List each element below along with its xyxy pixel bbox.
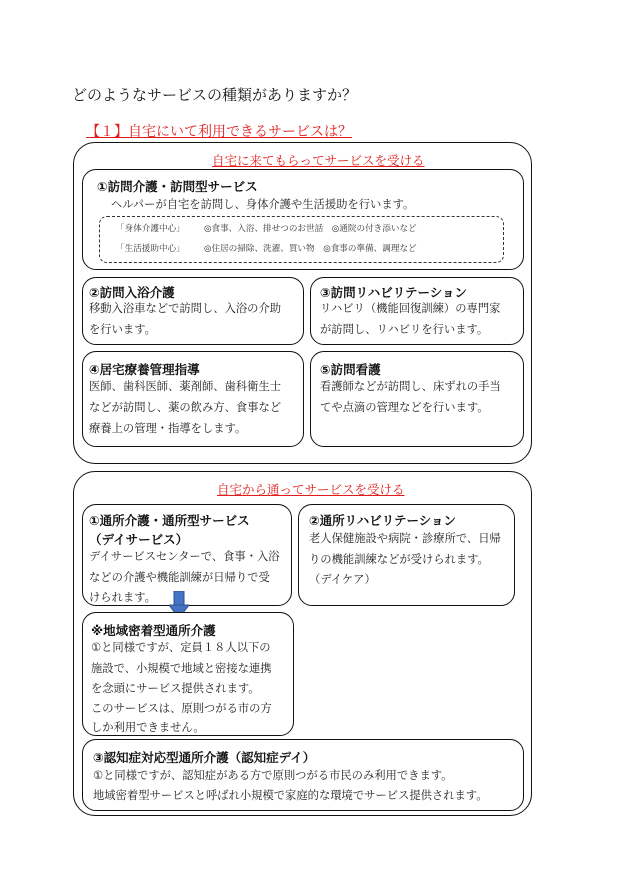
service-desc-line: を行います。: [89, 323, 156, 336]
examples-box: [99, 216, 504, 263]
service-desc-line: が訪問し、リハビリを行います。: [320, 323, 489, 336]
service-dementia-day-care: [82, 739, 524, 811]
service-desc-line: 医師、歯科医師、薬剤師、歯科衛生士: [89, 380, 282, 393]
service-day-rehab: [298, 504, 515, 606]
service-desc-line: を念頭にサービス提供されます。: [91, 682, 260, 695]
service-title: ①通所介護・通所型サービス: [89, 513, 250, 528]
example-text: ◎住居の掃除、洗濯、買い物 ◎食事の準備、調理など: [204, 244, 417, 254]
service-title: ※地域密着型通所介護: [91, 623, 216, 638]
section-title: 【１】自宅にいて利用できるサービスは？: [86, 124, 352, 140]
home-services-header: 自宅に来てもらってサービスを受ける: [212, 153, 425, 168]
service-desc: ヘルパーが自宅を訪問し、身体介護や生活援助を行います。: [111, 198, 415, 211]
service-desc-line: 施設で、小規模で地域と密接な連携: [91, 662, 272, 675]
service-desc-line: 療養上の管理・指導をします。: [89, 422, 247, 435]
example-body-care: [116, 220, 417, 238]
service-desc-line: などが訪問し、薬の飲み方、食事など: [89, 401, 282, 414]
example-label: 「生活援助中心」: [116, 244, 185, 254]
service-desc-line: てや点滴の管理などを行います。: [320, 401, 489, 414]
service-desc-line: けられます。: [89, 591, 156, 604]
service-home-nursing: [310, 351, 524, 447]
service-home-care: [82, 169, 524, 270]
example-text: ◎食事、入浴、排せつのお世話 ◎通院の付き添いなど: [204, 224, 417, 234]
service-home-rehab: [310, 277, 524, 345]
service-title-sub: （デイサービス）: [89, 532, 189, 547]
service-home-bathing: [82, 277, 304, 345]
service-desc-line: （デイケア）: [309, 573, 376, 586]
service-title: ⑤訪問看護: [320, 362, 381, 377]
service-title: ③認知症対応型通所介護（認知症デイ）: [93, 750, 316, 765]
example-life-support: [116, 240, 417, 258]
service-home-medical-guidance: [82, 351, 304, 447]
service-title: ④居宅療養管理指導: [89, 362, 200, 377]
service-desc-line: ①と同様ですが、定員１８人以下の: [91, 641, 271, 654]
service-local-day-care: [82, 612, 294, 736]
service-title: ②通所リハビリテーション: [309, 513, 456, 528]
commute-services-header: 自宅から通ってサービスを受ける: [217, 482, 405, 497]
service-desc-line: 看護師などが訪問し、床ずれの手当: [320, 380, 501, 393]
service-desc-line: デイサービスセンターで、食事・入浴: [89, 550, 280, 563]
service-desc-line: 地域密着型サービスと呼ばれ小規模で家庭的な環境でサービス提供されます。: [93, 789, 488, 802]
service-desc-line: リハビリ（機能回復訓練）の専門家: [320, 302, 501, 315]
service-desc-line: 老人保健施設や病院・診療所で、日帰: [309, 532, 501, 545]
service-desc-line: ①と同様ですが、認知症がある方で原則つがる市民のみ利用できます。: [93, 769, 453, 782]
service-title: ②訪問入浴介護: [89, 285, 175, 300]
service-desc-line: しか利用できません。: [91, 721, 205, 734]
service-title: ①訪問介護・訪問型サービス: [97, 179, 258, 194]
page-question: どのようなサービスの種類がありますか？: [72, 86, 358, 104]
service-desc-line: りの機能訓練などが受けられます。: [309, 553, 489, 566]
service-title: ③訪問リハビリテーション: [320, 285, 467, 300]
service-desc-line: 移動入浴車などで訪問し、入浴の介助: [89, 302, 282, 315]
example-label: 「身体介護中心」: [116, 224, 185, 234]
service-desc-line: このサービスは、原則つがる市の方: [91, 702, 272, 715]
service-desc-line: などの介護や機能訓練が日帰りで受: [89, 571, 270, 584]
